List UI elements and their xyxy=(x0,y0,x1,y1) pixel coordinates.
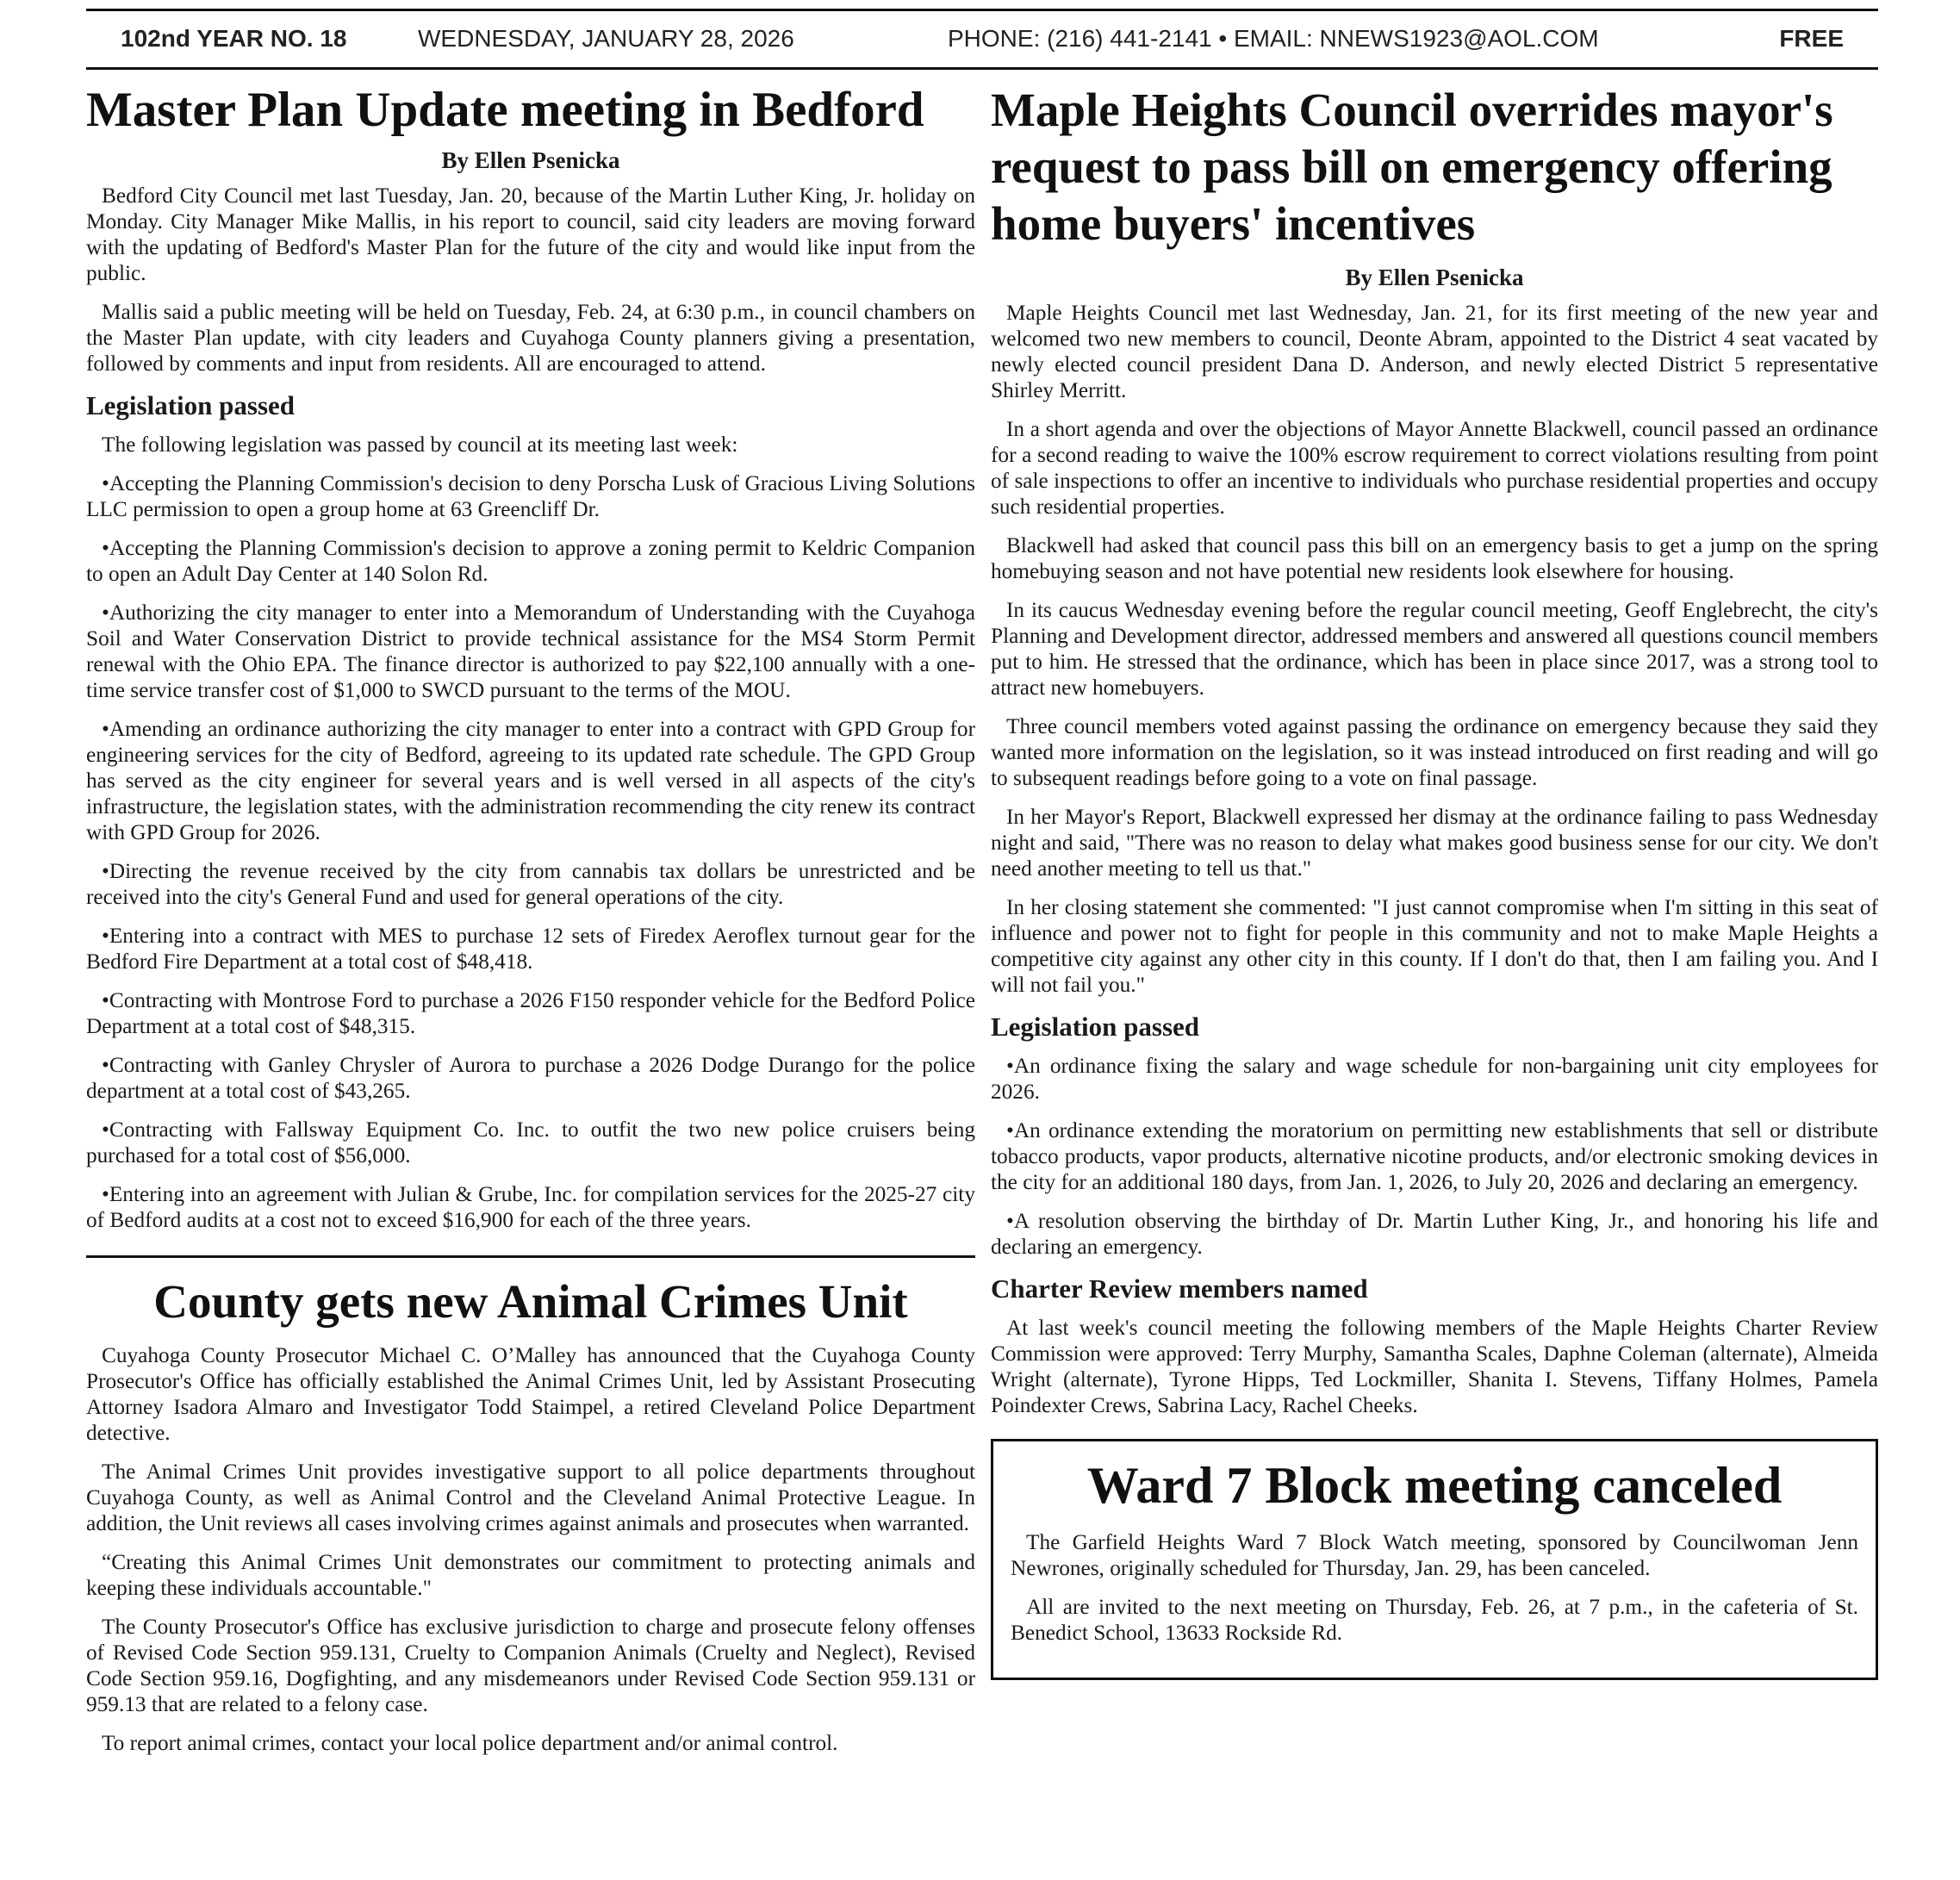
ward7-headline: Ward 7 Block meeting canceled xyxy=(1086,1457,1783,1514)
bedford-legislation-heading: Legislation passed xyxy=(86,390,296,420)
bedford-legislation-item: •Entering into a contract with MES to purchase 12 sets of Firedex Aeroflex turnout gear for the Bedford Fire Department at a total cost of $48,418. xyxy=(86,924,975,974)
maple-heights-paragraph: In its caucus Wednesday evening before the regular council meeting, Geoff Englebrecht, the city's Planning and Development director, addressed members and answered all questions council members put to him. He stressed that the ordinance, which has been in place since 2017, was a strong tool to attract new homebuyers. xyxy=(991,598,1878,700)
animal-crimes-paragraph: The County Prosecutor's Office has exclusive jurisdiction to charge and prosecute felony offenses of Revised Code Section 959.131, Cruelty to Companion Animals (Cruelty and Neglect), Revised Code Section 959.16, Dogfighting, and any misdemeanors under Revised Code Section 959.131 or 959.13 that are related to a felony case. xyxy=(86,1615,975,1716)
bedford-legislation-item: •Amending an ordinance authorizing the city manager to enter into a contract with GPD Group for engineering services for the city of Bedford, agreeing to its updated rate schedule. The GPD Group has served as the city engineer for several years and is well versed in all aspects of the city's infrastructure, the legislation states, with the administration recommending the city renew its contract with GPD Group for 2026. xyxy=(86,717,975,844)
ward7-paragraph: All are invited to the next meeting on Thursday, Feb. 26, at 7 p.m., in the cafeteria of St. Benedict School, 13633 Rockside Rd. xyxy=(1011,1595,1858,1645)
animal-crimes-paragraph: To report animal crimes, contact your local police department and/or animal control. xyxy=(102,1731,838,1755)
animal-crimes-article xyxy=(86,1273,975,1756)
animal-crimes-paragraph: The Animal Crimes Unit provides investigative support to all police departments throughout Cuyahoga County, as well as Animal Control and the Cleveland Animal Protective League. In addition, the Unit reviews all cases involving crimes against animals and prosecutes when warranted. xyxy=(86,1460,975,1535)
bedford-article xyxy=(86,82,975,1233)
bedford-legislation-item: •Entering into an agreement with Julian & Grube, Inc. for compilation services for the 2025-27 city of Bedford audits at a cost not to exceed $16,900 for each of the three years. xyxy=(86,1182,975,1232)
maple-heights-paragraph: In her Mayor's Report, Blackwell expressed her dismay at the ordinance failing to pass Wednesday night and said, "There was no reason to delay what makes good business sense for our city. We don't need another meeting to tell us that." xyxy=(991,805,1878,881)
contact-info: PHONE: (216) 441-2141 • EMAIL: NNEWS1923@AOL.COM xyxy=(948,25,1599,52)
bedford-legislation-item: •Accepting the Planning Commission's decision to approve a zoning permit to Keldric Companion to open an Adult Day Center at 140 Solon Rd. xyxy=(86,536,975,586)
maple-heights-paragraph: In a short agenda and over the objections of Mayor Annette Blackwell, council passed an ordinance for a second reading to waive the 100% escrow requirement to correct violations resulting from point of sale inspections to offer an incentive to individuals who purchase residential properties and occupy such residential properties. xyxy=(991,417,1878,519)
animal-crimes-headline: County gets new Animal Crimes Unit xyxy=(153,1275,908,1328)
maple-heights-paragraph: Blackwell had asked that council pass this bill on an emergency basis to get a jump on the spring homebuying season and not have potential new residents look elsewhere for housing. xyxy=(991,533,1878,583)
maple-legislation-item: •A resolution observing the birthday of Dr. Martin Luther King, Jr., and honoring his life and declaring an emergency. xyxy=(991,1209,1878,1259)
charter-review-text: At last week's council meeting the following members of the Maple Heights Charter Review Commission were approved: Terry Murphy, Samantha Scales, Daphne Coleman (alternate), Almeida Wright (alternate), Tyrone Hipps, Ted Lockmiller, Shanita I. Stevens, Tiffany Holmes, Pamela Poindexter Crews, Sabrina Lacy, Rachel Cheeks. xyxy=(991,1316,1878,1417)
maple-heights-paragraph: In her closing statement she commented: "I just cannot compromise when I'm sitting in this seat of influence and power not to fight for people in this community and not to make Maple Heights a competitive city against any other city in this county. If I don't do that, then I am failing you. And I will not fail you." xyxy=(991,895,1878,997)
bedford-legislation-item: •Directing the revenue received by the city from cannabis tax dollars be unrestricted and be received into the city's General Fund and used for general operations of the city. xyxy=(86,859,975,909)
maple-heights-headline: Maple Heights Council overrides mayor's request to pass bill on emergency offering home buyers' incentives xyxy=(991,84,1833,250)
bedford-legislation-item: •Contracting with Fallsway Equipment Co. Inc. to outfit the two new police cruisers being purchased for a total cost of $56,000. xyxy=(86,1117,975,1167)
bedford-legislation-item: •Accepting the Planning Commission's decision to deny Porscha Lusk of Gracious Living Solutions LLC permission to open a group home at 63 Greencliff Dr. xyxy=(86,471,975,521)
bedford-paragraph: Bedford City Council met last Tuesday, Jan. 20, because of the Martin Luther King, Jr. holiday on Monday. City Manager Mike Mallis, in his report to council, said city leaders are moving forward with the updating of Bedford's Master Plan for the future of the city and would like input from the public. xyxy=(86,184,975,285)
maple-legislation-heading: Legislation passed xyxy=(991,1012,1200,1042)
price: FREE xyxy=(1779,25,1844,52)
charter-review-heading: Charter Review members named xyxy=(991,1273,1368,1304)
maple-legislation-item: •An ordinance extending the moratorium on permitting new establishments that sell or distribute tobacco products, vapor products, alternative nicotine products, and/or electronic smoking devices in the city for an additional 180 days, from Jan. 1, 2026, to July 20, 2026 and declaring an emergency. xyxy=(991,1118,1878,1194)
article-divider xyxy=(86,1255,975,1258)
animal-crimes-paragraph: Cuyahoga County Prosecutor Michael C. O’Malley has announced that the Cuyahoga County Prosecutor's Office has officially established the Animal Crimes Unit, led by Assistant Prosecuting Attorney Isadora Almaro and Investigator Todd Staimpel, a retired Cleveland Police Department detective. xyxy=(86,1343,975,1445)
bedford-legislation-intro: The following legislation was passed by council at its meeting last week: xyxy=(102,433,738,457)
maple-heights-article xyxy=(991,82,1878,1418)
bedford-byline: By Ellen Psenicka xyxy=(441,147,620,173)
bedford-legislation-item: •Authorizing the city manager to enter into a Memorandum of Understanding with the Cuyahoga Soil and Water Conservation District to provide technical assistance for the MS4 Storm Permit renewal with the Ohio EPA. The finance director is authorized to pay $22,100 annually with a one-time service transfer cost of $1,000 to SWCD pursuant to the terms of the MOU. xyxy=(86,601,975,702)
right-column xyxy=(991,82,1878,1680)
maple-legislation-item: •An ordinance fixing the salary and wage schedule for non-bargaining unit city employees for 2026. xyxy=(991,1054,1878,1104)
bedford-headline: Master Plan Update meeting in Bedford xyxy=(86,83,924,137)
maple-heights-paragraph: Three council members voted against passing the ordinance on emergency because they said they wanted more information on the legislation, so it was instead introduced on first reading and will go to subsequent readings before going to a vote on final passage. xyxy=(991,714,1878,790)
maple-heights-byline: By Ellen Psenicka xyxy=(1345,265,1524,290)
bedford-legislation-item: •Contracting with Ganley Chrysler of Aurora to purchase a 2026 Dodge Durango for the police department at a total cost of $43,265. xyxy=(86,1053,975,1103)
bedford-legislation-item: •Contracting with Montrose Ford to purchase a 2026 F150 responder vehicle for the Bedford Police Department at a total cost of $48,315. xyxy=(86,988,975,1038)
issue-number: 102nd YEAR NO. 18 xyxy=(121,25,347,52)
issue-date: WEDNESDAY, JANUARY 28, 2026 xyxy=(418,25,794,52)
ward7-box xyxy=(991,1439,1878,1680)
masthead xyxy=(86,9,1878,70)
animal-crimes-paragraph: “Creating this Animal Crimes Unit demonstrates our commitment to protecting animals and keeping these individuals accountable." xyxy=(86,1550,975,1600)
ward7-paragraph: The Garfield Heights Ward 7 Block Watch meeting, sponsored by Councilwoman Jenn Newrones, originally scheduled for Thursday, Jan. 29, has been canceled. xyxy=(1011,1530,1858,1580)
maple-heights-paragraph: Maple Heights Council met last Wednesday, Jan. 21, for its first meeting of the new year and welcomed two new members to council, Deonte Abram, appointed to the District 4 seat vacated by newly elected council president Dana D. Anderson, and newly elected District 5 representative Shirley Merritt. xyxy=(991,301,1878,402)
bedford-paragraph: Mallis said a public meeting will be held on Tuesday, Feb. 24, at 6:30 p.m., in council chambers on the Master Plan update, with city leaders and Cuyahoga County planners giving a presentation, followed by comments and input from residents. All are encouraged to attend. xyxy=(86,300,975,376)
left-column xyxy=(86,82,975,1769)
